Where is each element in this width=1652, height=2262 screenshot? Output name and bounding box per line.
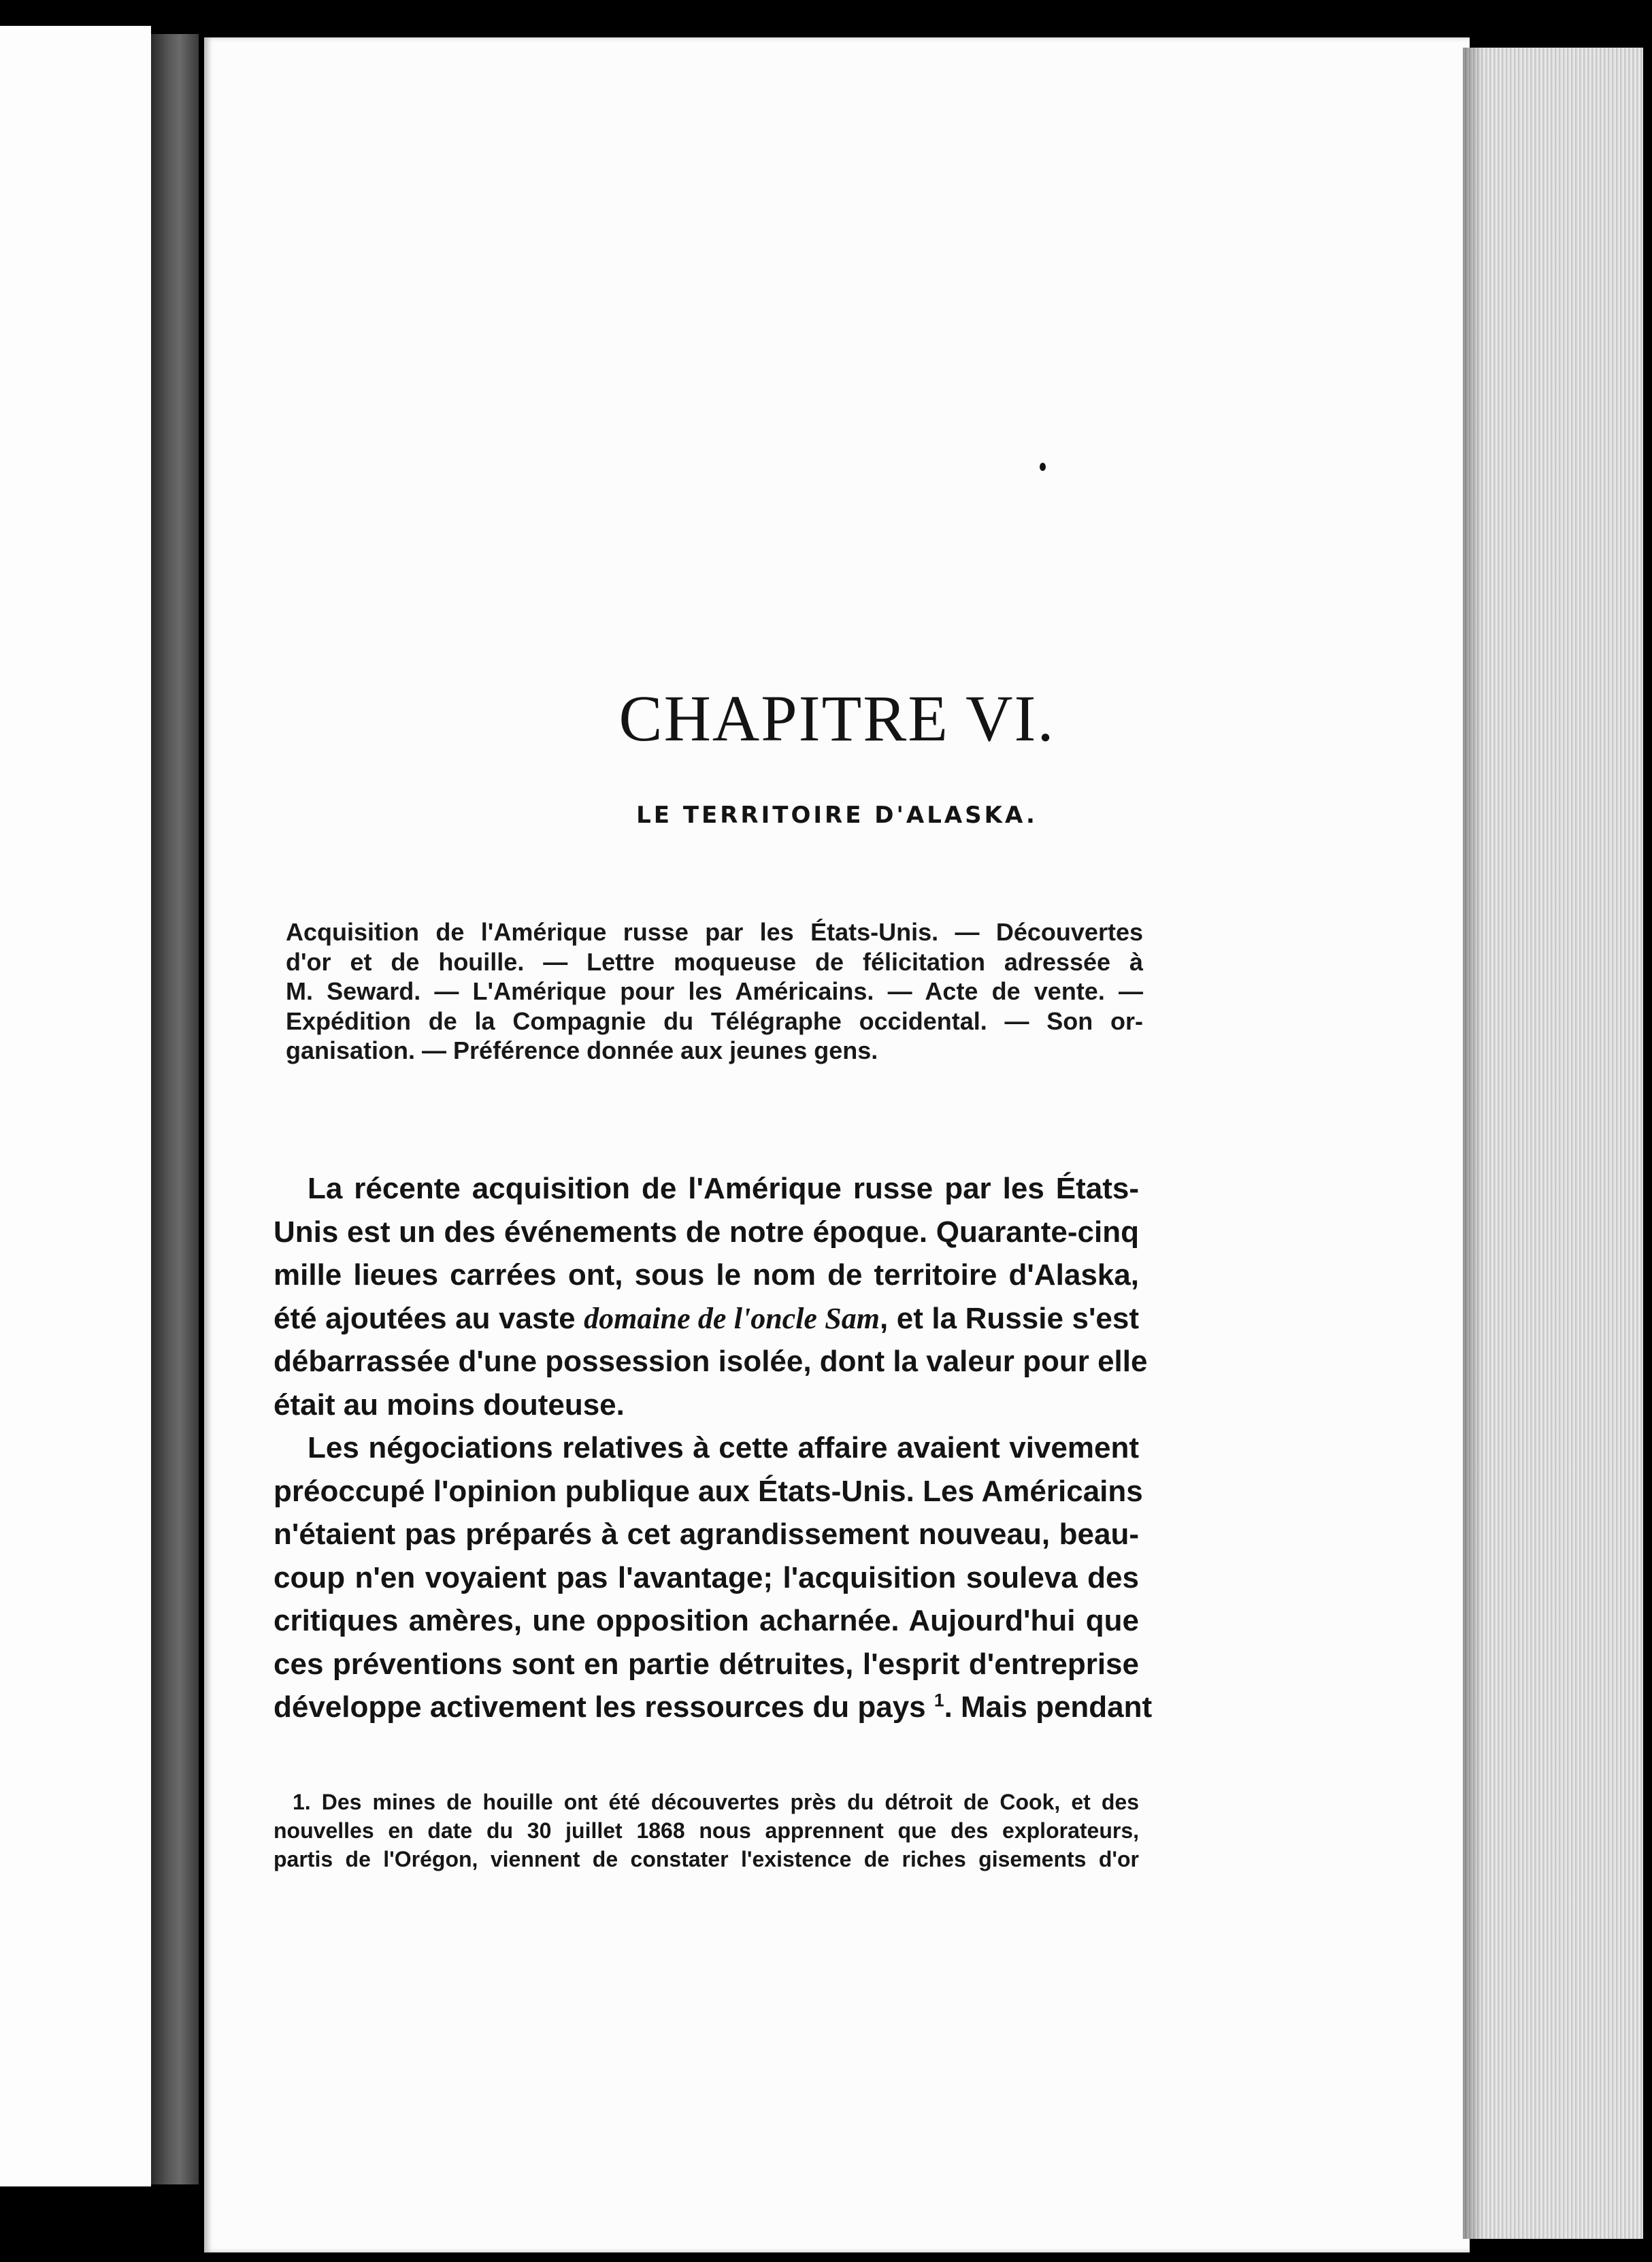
chapter-summary — [286, 917, 1143, 1066]
paragraph-line: débarrassée d'une possession isolée, dont la valeur pour elle — [274, 1345, 1148, 1378]
paragraph-line-with-italic — [274, 1297, 1139, 1341]
paragraph-line: était au moins douteuse. — [274, 1388, 625, 1422]
chapter-title: CHAPITRE VI. — [618, 682, 1055, 755]
paragraph-line: n'étaient pas préparés à cet agrandissement nouveau, beau- — [274, 1518, 1139, 1551]
page-edges — [1463, 48, 1643, 2239]
book-page — [204, 37, 1470, 2252]
paragraph-line: La récente acquisition de l'Amérique russe par les États- — [308, 1172, 1139, 1205]
paragraph-line-with-footnote-ref — [274, 1686, 1153, 1729]
text-run: , et la Russie s'est — [879, 1301, 1139, 1335]
paragraph-line: mille lieues carrées ont, sous le nom de territoire d'Alaska, — [274, 1258, 1139, 1292]
summary-line: M. Seward. — L'Amérique pour les Américains. — Acte de vente. — — [286, 977, 1143, 1005]
paragraph-line: Les négociations relatives à cette affaire avaient vivement — [308, 1431, 1139, 1464]
footnote — [274, 1788, 1139, 1873]
left-facing-page — [0, 26, 151, 2186]
text-run: . Mais pendant — [944, 1690, 1153, 1724]
footnote-reference: 1 — [934, 1690, 944, 1711]
summary-line: d'or et de houille. — Lettre moqueuse de félicitation adressée à — [286, 947, 1143, 976]
body-text — [274, 1167, 1153, 1729]
ink-speck — [1040, 463, 1046, 471]
book-gutter — [151, 34, 199, 2184]
footnote-line: partis de l'Orégon, viennent de constater l'existence de riches gisements d'or — [274, 1847, 1139, 1871]
paragraph-line: critiques amères, une opposition acharnée. Aujourd'hui que — [274, 1604, 1139, 1637]
italic-phrase: domaine de l'oncle Sam — [584, 1301, 880, 1335]
chapter-subtitle: LE TERRITOIRE D'ALASKA. — [636, 802, 1038, 829]
paragraph-line: coup n'en voyaient pas l'avantage; l'acquisition souleva des — [274, 1560, 1139, 1594]
paragraph-line: ces préventions sont en partie détruites, l'esprit d'entreprise — [274, 1647, 1139, 1681]
page-edges-shadow — [1463, 48, 1483, 2239]
summary-line: Expédition de la Compagnie du Télégraphe occidental. — Son or- — [286, 1006, 1143, 1035]
footnote-line: 1. Des mines de houille ont été découvertes près du détroit de Cook, et des — [293, 1790, 1139, 1814]
footnote-line: nouvelles en date du 30 juillet 1868 nous apprennent que des explorateurs, — [274, 1818, 1139, 1843]
paragraph-line: Unis est un des événements de notre époque. Quarante-cinq — [274, 1215, 1139, 1249]
paragraph-line: préoccupé l'opinion publique aux États-Unis. Les Américains — [274, 1474, 1143, 1508]
summary-line: Acquisition de l'Amérique russe par les États-Unis. — Découvertes — [286, 918, 1143, 946]
text-run: été ajoutées au vaste — [274, 1301, 584, 1335]
text-run: développe activement les ressources du pays — [274, 1690, 934, 1724]
summary-line: ganisation. — Préférence donnée aux jeunes gens. — [286, 1036, 878, 1064]
